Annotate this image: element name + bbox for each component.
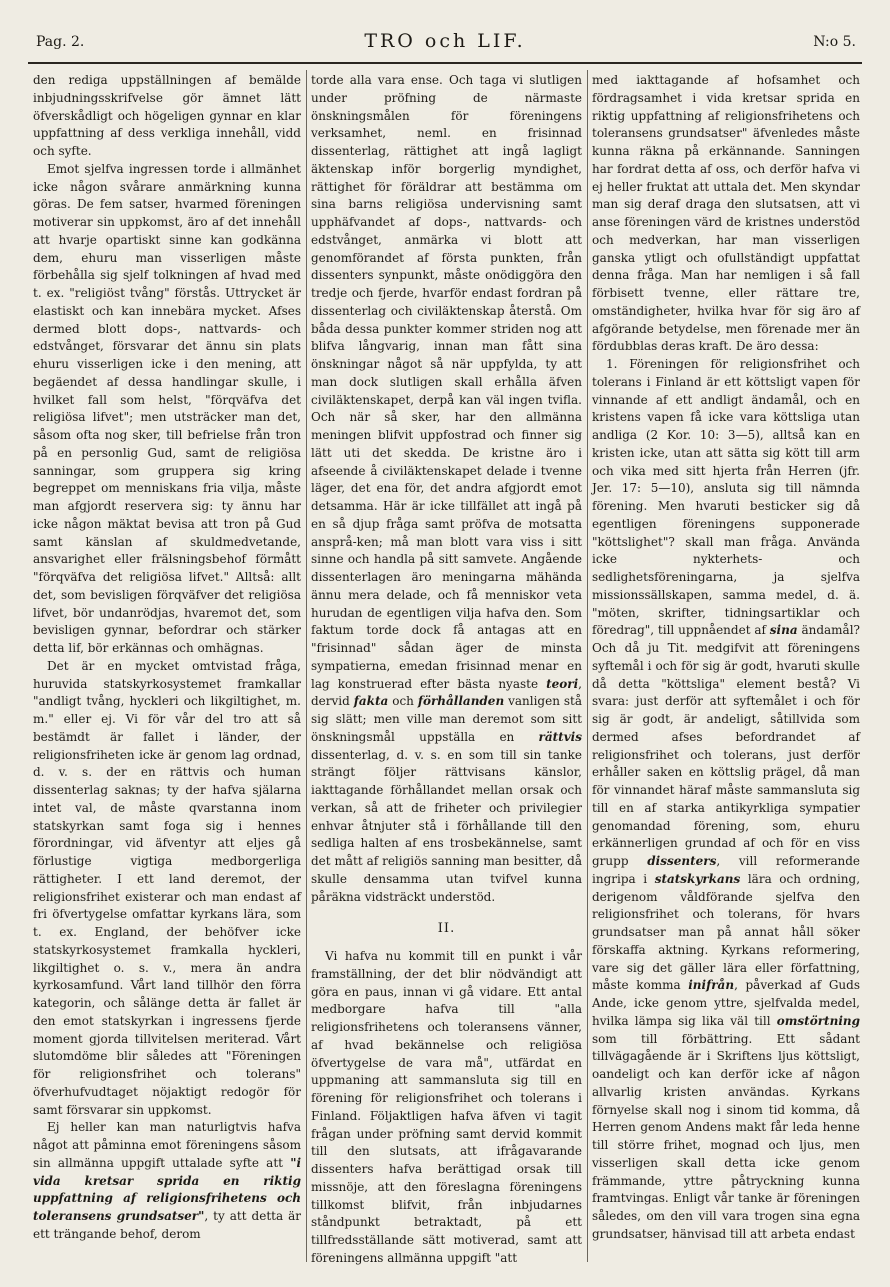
emphasis: förhållanden (417, 694, 505, 709)
paragraph: torde alla vara ense. Och taga vi slutligen under pröfning de närmaste önskningsmålen för föreningens verksamhet, neml. en frisinnad dissenterlag, rättighet att ingå lagligt äktenskap inför borgerlig myndighet, rättighet för föräldrar att bestämma om sina barns religiösa undervisning samt upphäfvandet af dops-, nattvards- och edstvånget, anmärka vi blott att genomförandet af första punkten, från dissenters synpunkt, måste onödiggöra den tredje och fjerde, hvarför endast fordran på dissenterlag och civiläktenskap återstå. Om båda dessa punkter kommer striden nog att blifva långvarig, innan man fått sina önskningar något så när uppfylda, ty att man dock slutligen skall erhålla äfven civiläktenskapet, derpå kan väl ingen tvifla. Och när så sker, har den allmänna meningen blifvit uppfostrad och finner sig lätt uti det skedda. De kristne äro i afseende å civiläktenskapet delade i tvenne läger, det ena för, det andra afgjordt emot detsamma. Här är icke tillfället att ingå på en så djup fråga samt pröfva de motsatta ansprå-ken; må man blott vara viss i sitt sinne och handla på sitt samvete. Angående dissenterlagen äro meningarna mähända ännu mera delade, och få menniskor veta hurudan de egentligen vilja hafva den. Som faktum torde dock få antagas att en "frisinnad" sådan äger de minsta sympatierna, emedan frisinnad menar en lag konstruerad efter bästa nyaste teori, dervid fakta och förhållanden vanligen stå sig slätt; men ville man deremot som sitt önskningsmål uppställa en rättvis dissenterlag, d. v. s. en som till sin tanke strängt följer rättvisans känslor, iakttagande förhållandet mellan orsak och verkan, så att de friheter och privilegier enhvar åtnjuter stå i förhållande till den sedliga halten af ens trosbekännelse, samt det mått af religiös sanning man besitter, då skulle densamma utan tvifvel kunna påräkna vidsträckt understöd. (311, 73, 582, 904)
emphasis: inifrån (688, 978, 735, 993)
column-middle (311, 72, 582, 1268)
paragraph: 1. Föreningen för religionsfrihet och tolerans i Finland är ett köttsligt vapen för vinnande af ett andligt ändamål, och en kristens vapen få icke vara köttsliga utan andliga (2 Kor. 10: 3—5), alltså kan en kristen icke, utan att sätta sig kött till arm och vika med sitt hjerta från Herren (jfr. Jer. 17: 5—10), ansluta sig till nämnda förening. Men hvaruti besticker sig då egentligen föreningens supponerade "köttslighet"? skall man fråga. Använda icke nykterhets- och sedlighetsföreningarna, ja sjelfva missionssällskapen, samma medel, d. ä. "möten, skrifter, tidningsartiklar och föredrag", till uppnåendet af sina ändamål? Och då ju Tit. medgifvit att föreningens syftemål i och för sig är godt, hvaruti skulle då detta "köttsliga" element bestå? Vi svara: just derför att syftemålet i och för sig är godt, är andeligt, såtillvida som dermed afses befordrandet af religionsfrihet och tolerans, just derför erhåller saken en köttslig prägel, då man för vinnandet häraf måste sammansluta sig till en af starka antikyrkliga sympatier genomandad förening, som, ehuru erkännerligen grundad af och för en viss grupp dissenters, vill reformerande ingripa i statskyrkans lära och ordning, derigenom våldförande sjelfva den religionsfrihet och tolerans, för hvars grundsatser man på annat håll söker förskaffa aktning. Kyrkans reformering, vare sig det gäller lära eller författning, måste komma inifrån, påverkad af Guds Ande, icke genom yttre, sjelfvalda medel, hvilka lämpa sig lika väl till omstörtning som till förbättring. Ett sådant tillvägagående är i Skriftens ljus köttsligt, oandeligt och kan derför icke af någon allvarlig kristen användas. Kyrkans förnyelse skall nog i sinom tid komma, då Herren genom Andens makt får leda henne till större frihet, mognad och ljus, men visserligen skall detta icke genom främmande, yttre påtryckning kunna framtvingas. Enligt vår tanke är föreningen således, om den vill vara trogen sina egna grundsatser, hänvisad till att arbeta endast (592, 357, 861, 1241)
paragraph: Emot sjelfva ingressen torde i allmänhet icke någon svårare anmärkning kunna göras. De fem satser, hvarmed föreningen motiverar sin uppkomst, äro af det innehåll att hvarje opartiskt sinne kan godkänna dem, ehuru man visserligen måste förbehålla sig sjelf tolkningen af hvad med t. ex. "religiöst tvång" förstås. Uttrycket är elastiskt och kan innebära mycket. Afses dermed blott dops-, nattvards- och edstvånget, försvarar det ännu sin plats ehuru visserligen icke i den mening, att begäendet af dessa handlingar skulle, i hvilket fall som helst, "förqväfva det religiösa lifvet"; men utsträcker man det, såsom ofta nog sker, till befrielse från tron på en personlig Gud, samt de religiösa sanningar, som gruppera sig kring begreppet om menniskans fria vilja, måste man afgjordt reservera sig: ty ännu har icke någon mäktat bevisa att tron på Gud samt känslan af skuldmedvetande, ansvarighet eller frälsningsbehof förmått "förqväfva det religiösa lifvet." Alltså: allt det, som bevisligen förqväfver det religiösa lifvet, bör undanrödjas, hvaremot det, som bevisligen gynnar, befordrar och stärker detta lif, bör erkännas och omhägnas. (33, 161, 301, 655)
header-rule (28, 62, 862, 64)
paragraph: Det är en mycket omtvistad fråga, huruvida statskyrkosystemet framkallar "andligt tvång, hyckleri och likgiltighet, m. m." eller ej. Vi för vår del tro att så bestämdt är fallet i länder, der religionsfriheten icke är genom lag ordnad, d. v. s. der en rättvis och human dissenterlag saknas; ty der hafva själarna intet val, de måste qvarstanna inom statskyrkan samt foga sig i hennes förordningar, vid äfventyr att eljes gå förlustige vigtiga medborgerliga rättigheter. I ett land deremot, der religionsfrihet existerar och man endast af fri öfvertygelse omfattar kyrkans lära, som t. ex. England, der behöfver icke statskyrkosystemet framkalla hyckleri, likgiltighet o. s. v., mera än andra kyrkosamfund. Vårt land tillhör den förra kategorin, och sålänge detta är fallet är den emot statskyrkan i ingressens fjerde moment gjorda tillvitelsen meriterad. Vårt slutomdöme blir således att "Föreningen för religionsfrihet och tolerans" öfverhufvudtaget nöjaktigt redogör för samt försvarar sin uppkomst. (33, 658, 301, 1117)
issue-number: N:o 5. (813, 34, 856, 50)
emphasis: sina (769, 623, 798, 638)
paragraph: Vi hafva nu kommit till en punkt i vår framställning, der det blir nödvändigt att göra en paus, innan vi gå vidare. Ett antal medborgare hafva till "alla religionsfrihetens och toleransens vänner, af hvad bekännelse och religiösa öfvertygelse de vara må", utfärdat en uppmaning att sammansluta sig till en förening för religionsfrihet och tolerans i Finland. Följaktligen hafva äfven vi tagit frågan under pröfning samt dervid kommit till den slutsats, att ifrågavarande dissenters hafva berättigad orsak till missnöje, att den föreslagna föreningens tillkomst blifvit, från inbjudarnes ståndpunkt betraktadt, på ett tillfredsställande sätt motiverad, samt att föreningens allmänna uppgift "att (311, 949, 582, 1265)
emphasis: dissenters (647, 854, 717, 868)
emphasis: teori (546, 676, 579, 691)
page-header (30, 28, 860, 54)
column-divider (306, 70, 307, 1262)
emphasis: statskyrkans (654, 871, 741, 886)
paragraph: med iakttagande af hofsamhet och fördragsamhet i vida kretsar sprida en riktig uppfattning af religionsfrihetens och toleransens grundsatser" äfvenledes måste kunna räkna på erkännande. Sanningen har fordrat detta af oss, och derför hafva vi ej heller fruktat att uttala det. Men skyndar man sig deraf draga den slutsatsen, att vi anse föreningen värd de kristnes understöd och medverkan, har man visserligen ganska ytligt och ofullständigt uppfattat denna fråga. Man har nemligen i så fall förbisett tvenne, eller rättare tre, omständigheter, hvilka hvar för sig äro af afgörande betydelse, men förenade mer än fördubblas deras kraft. De äro dessa: (592, 73, 860, 354)
paragraph: den rediga uppställningen af bemälde inbjudningsskrifvelse gör ämnet lätt öfverskådligt och högeligen gynnar en klar uppfattning af dess verkliga innehåll, vidd och syfte. (33, 73, 301, 158)
column-divider (587, 70, 588, 1262)
column-right (592, 72, 860, 1244)
publication-title: TRO och LIF. (364, 30, 526, 52)
section-heading: II. (437, 921, 456, 937)
paragraph: Ej heller kan man naturligtvis hafva något att påminna emot föreningens såsom sin allmänna uppgift uttalade syfte att "i vida kretsar sprida en riktig uppfattning af religionsfrihetens och toleransens grundsatser", ty att detta är ett trängande behof, derom (33, 1120, 301, 1241)
emphasis: omstörtning (776, 1013, 860, 1028)
emphasis: fakta (353, 694, 389, 709)
page-number: Pag. 2. (36, 34, 85, 50)
emphasis: rättvis (538, 729, 582, 744)
emphasis: "i vida kretsar sprida en riktig uppfattning af religionsfrihetens och toleransens grundsatser" (33, 1155, 301, 1223)
column-left (33, 72, 301, 1244)
